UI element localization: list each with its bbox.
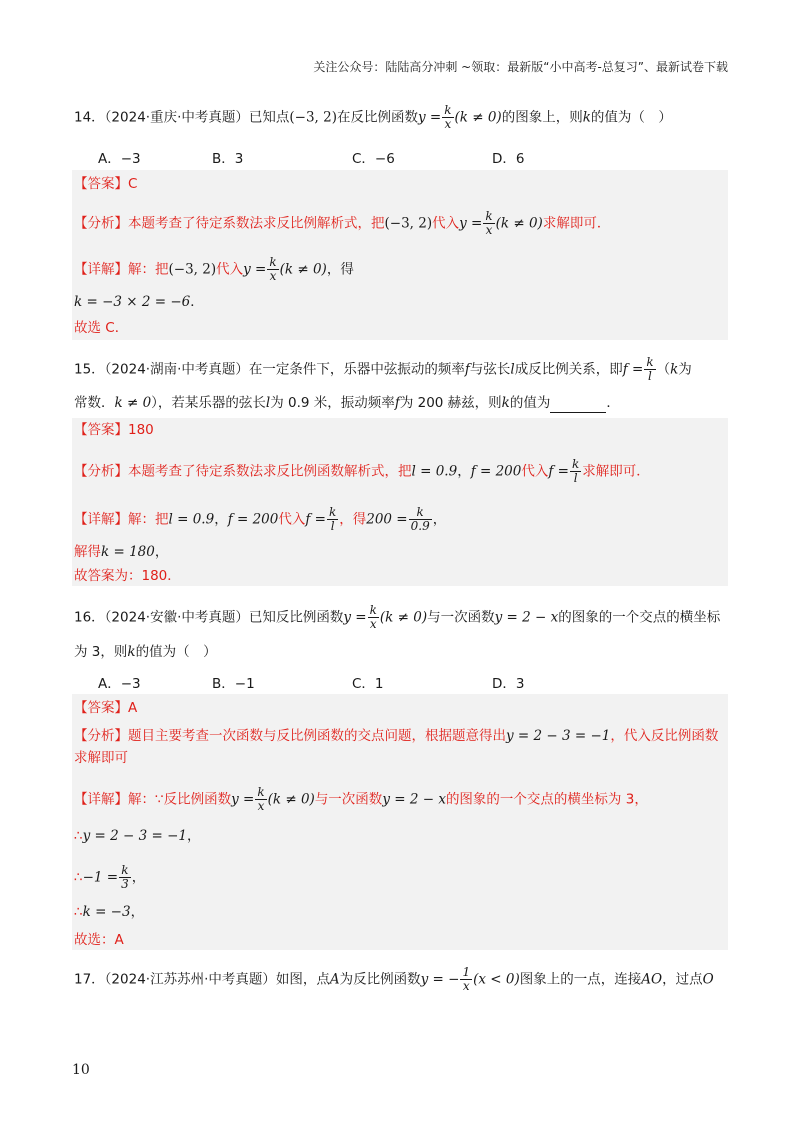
q14-analysis: 【分析】本题考查了待定系数法求反比例解析式，把(−3, 2)代入y = $\frac{k}{x}$ (k ≠ 0)求解即可． xyxy=(74,209,611,237)
q15-answer: 【答案】180 xyxy=(74,422,154,438)
q14-step: k = −3 × 2 = −6． xyxy=(74,294,204,310)
q15-answer-blank xyxy=(550,398,606,413)
q14-fraction: $\frac{k}{x}$ xyxy=(444,103,452,131)
q15-conclusion: 故答案为：180． xyxy=(74,568,181,584)
q16-option-d: D．3 xyxy=(492,676,525,692)
q16-analysis-line2: 求解即可 xyxy=(74,750,128,766)
q16-stem-line2: 为 3，则k的值为（ ） xyxy=(74,644,217,660)
q15-solve: 解得k = 180， xyxy=(74,544,169,560)
q16-analysis-line1: 【分析】题目主要考查一次函数与反比例函数的交点问题，根据题意得出y = 2 − 3 = −1，代入反比例函数 xyxy=(74,728,719,744)
q14-option-b: B．3 xyxy=(212,151,244,167)
q16-step1: ∴y = 2 − 3 = −1， xyxy=(74,828,201,844)
q15-stem-line2: 常数．k ≠ 0），若某乐器的弦长l为 0.9 米，振动频率f为 200 赫兹，则k的值为 ． xyxy=(74,395,620,411)
q16-step3: ∴k = −3， xyxy=(74,904,145,920)
q15-stem-line1: 15．（2024·湖南·中考真题）在一定条件下，乐器中弦振动的频率f与弦长l成反比例关系，即f = $\frac{k}{l}$ （k为 xyxy=(74,355,692,383)
q15-solution-box xyxy=(72,418,728,586)
q16-option-c: C．1 xyxy=(352,676,384,692)
q16-answer: 【答案】A xyxy=(74,700,138,716)
q16-option-b: B．−1 xyxy=(212,676,255,692)
q16-stem-line1: 16．（2024·安徽·中考真题）已知反比例函数y = $\frac{k}{x}$ (k ≠ 0)与一次函数y = 2 − x的图象的一个交点的横坐标 xyxy=(74,603,721,631)
q14-option-d: D．6 xyxy=(492,151,525,167)
q14-option-c: C．−6 xyxy=(352,151,395,167)
page-header: 关注公众号：陆陆高分冲刺 ~领取：最新版“小中高考-总复习”、最新试卷下载 xyxy=(313,60,728,74)
q14-option-a: A．−3 xyxy=(98,151,141,167)
q17-stem: 17．（2024·江苏苏州·中考真题）如图，点A为反比例函数y = − $\frac{1}{x}$ (x < 0)图象上的一点，连接AO，过点O xyxy=(74,965,714,993)
page-number: 10 xyxy=(72,1062,90,1078)
q14-detail: 【详解】解：把(−3, 2)代入y = $\frac{k}{x}$ (k ≠ 0)，得 xyxy=(74,255,354,283)
q16-step2: ∴−1 = $\frac{k}{3}$ ， xyxy=(74,863,146,891)
q14-answer: 【答案】C xyxy=(74,176,138,192)
q14-stem: 14．（2024·重庆·中考真题）已知点(−3, 2)在反比例函数y = $\frac{k}{x}$ (k ≠ 0)的图象上，则k的值为（ ） xyxy=(74,103,672,131)
q15-detail: 【详解】解：把l = 0.9，f = 200代入f = $\frac{k}{l}$ ，得200 = $\frac{k}{0.9}$ ， xyxy=(74,505,447,533)
q14-conclusion: 故选 C． xyxy=(74,320,129,336)
q16-option-a: A．−3 xyxy=(98,676,141,692)
q14-solution-box xyxy=(72,170,728,340)
q15-analysis: 【分析】本题考查了待定系数法求反比例函数解析式，把l = 0.9，f = 200代入f = $\frac{k}{l}$ 求解即可． xyxy=(74,457,650,485)
q16-detail: 【详解】解：∵反比例函数y = $\frac{k}{x}$ (k ≠ 0)与一次函数y = 2 − x的图象的一个交点的横坐标为 3， xyxy=(74,785,648,813)
q16-conclusion: 故选：A xyxy=(74,932,124,948)
